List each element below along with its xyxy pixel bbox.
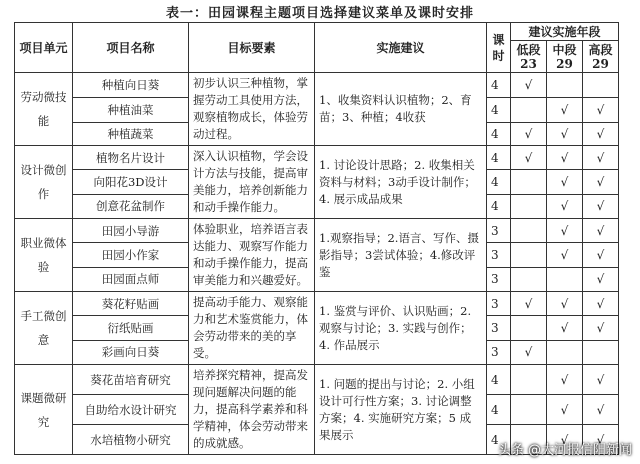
goal-cell: 培养探究精神，提高发现问题解决问题的能力，提高科学素养和科学精神，体会劳动带来的成就感。 (189, 365, 315, 455)
header-hours: 课时 (487, 23, 511, 73)
check-mark-icon: √ (596, 432, 605, 447)
hours-cell: 3 (487, 243, 511, 267)
check-mark-icon: √ (560, 150, 569, 165)
check-mark-icon: √ (560, 199, 569, 214)
check-mark-icon: √ (560, 247, 569, 262)
check-mark-icon: √ (524, 296, 533, 311)
grade-mid-cell (547, 267, 583, 291)
check-mark-icon: √ (596, 320, 605, 335)
course-table (14, 22, 619, 455)
grade-mid-cell (547, 292, 583, 316)
grade-low-cell (511, 219, 547, 243)
grade-high-cell (583, 170, 619, 194)
hours-cell: 3 (487, 267, 511, 291)
project-name-cell: 种植油菜 (73, 98, 189, 123)
project-name-cell: 田园小作家 (73, 243, 189, 267)
grade-low-cell (511, 123, 547, 146)
grade-high-cell (583, 243, 619, 267)
grade-low-cell (511, 73, 547, 98)
project-name-cell: 自助给水设计研究 (73, 395, 189, 425)
grade-low-cell (511, 292, 547, 316)
suggestion-cell: 1. 鉴赏与评价、认识贴画；2. 观察与讨论；3. 实践与创作；4. 作品展示 (315, 292, 487, 365)
hours-cell: 3 (487, 219, 511, 243)
table-row (15, 73, 619, 98)
grade-low-cell (511, 365, 547, 395)
check-mark-icon: √ (524, 127, 533, 142)
project-name-cell: 田园小导游 (73, 219, 189, 243)
check-mark-icon: √ (560, 103, 569, 118)
check-mark-icon: √ (596, 296, 605, 311)
project-name-cell: 向阳花3D设计 (73, 170, 189, 194)
hours-cell: 4 (487, 395, 511, 425)
unit-cell: 设计微创作 (15, 146, 73, 219)
check-mark-icon: √ (560, 127, 569, 142)
project-name-cell: 葵花苗培育研究 (73, 365, 189, 395)
grade-high-cell (583, 219, 619, 243)
table-title: 表一：田园课程主题项目选择建议菜单及课时安排 (165, 6, 474, 21)
check-mark-icon: √ (560, 174, 569, 189)
grade-mid-cell (547, 316, 583, 340)
grade-low-cell (511, 267, 547, 291)
check-mark-icon: √ (560, 223, 569, 238)
hours-cell: 4 (487, 73, 511, 98)
suggestion-cell: 1、收集资料认识植物；2、育苗；3、种植；4收获 (315, 73, 487, 146)
check-mark-icon: √ (524, 345, 533, 360)
grade-high-cell (583, 395, 619, 425)
grade-mid-cell (547, 194, 583, 218)
suggestion-cell: 1. 讨论设计思路；2. 收集相关资料与材料；3动手设计制作；4. 展示成品成果 (315, 146, 487, 219)
table-row (15, 292, 619, 316)
goal-cell: 初步认识三种植物，掌握劳动工具使用方法，观察植物成长，体验劳动过程。 (189, 73, 315, 146)
header-unit: 项目单元 (15, 23, 73, 73)
grade-high-cell (583, 292, 619, 316)
grade-high-cell (583, 340, 619, 364)
unit-cell: 职业微体验 (15, 219, 73, 292)
project-name-cell: 葵花籽贴画 (73, 292, 189, 316)
grade-high-cell (583, 98, 619, 123)
grade-high-cell (583, 365, 619, 395)
grade-mid-cell (547, 340, 583, 364)
goal-cell: 提高动手能力、观察能力和艺术鉴赏能力，体会劳动带来的美的享受。 (189, 292, 315, 365)
grade-mid-cell (547, 243, 583, 267)
check-mark-icon: √ (524, 150, 533, 165)
grade-mid-cell (547, 98, 583, 123)
grade-low-cell (511, 316, 547, 340)
check-mark-icon: √ (596, 402, 605, 417)
check-mark-icon: √ (560, 372, 569, 387)
header-suggest: 实施建议 (315, 23, 487, 73)
table-body (15, 73, 619, 455)
check-mark-icon: √ (560, 296, 569, 311)
unit-cell: 课题微研究 (15, 365, 73, 455)
header-name: 项目名称 (73, 23, 189, 73)
grade-low-cell (511, 194, 547, 218)
header-grade-group: 建议实施年段 (511, 23, 619, 41)
grade-high-cell (583, 123, 619, 146)
suggestion-cell: 1.观察指导；2.语言、写作、摄影指导；3尝试体验；4.修改评鉴 (315, 219, 487, 292)
check-mark-icon: √ (596, 103, 605, 118)
header-grade-low: 低段 23 (511, 41, 547, 73)
header-grade-mid: 中段 29 (547, 41, 583, 73)
header-grade-high: 高段 29 (583, 41, 619, 73)
project-name-cell: 彩画向日葵 (73, 340, 189, 364)
hours-cell: 4 (487, 194, 511, 218)
grade-mid-cell (547, 219, 583, 243)
grade-low-cell (511, 340, 547, 364)
header-goal: 目标要素 (189, 23, 315, 73)
hours-cell: 4 (487, 98, 511, 123)
grade-mid-cell (547, 395, 583, 425)
project-name-cell: 衍纸贴画 (73, 316, 189, 340)
check-mark-icon: √ (596, 247, 605, 262)
hours-cell: 3 (487, 316, 511, 340)
table-row (15, 365, 619, 395)
check-mark-icon: √ (596, 272, 605, 287)
project-name-cell: 种植向日葵 (73, 73, 189, 98)
grade-high-cell (583, 267, 619, 291)
hours-cell: 4 (487, 170, 511, 194)
check-mark-icon: √ (596, 174, 605, 189)
grade-low-cell (511, 98, 547, 123)
grade-mid-cell (547, 123, 583, 146)
hours-cell: 3 (487, 340, 511, 364)
check-mark-icon: √ (596, 372, 605, 387)
unit-cell: 劳动微技能 (15, 73, 73, 146)
hours-cell: 3 (487, 292, 511, 316)
grade-high-cell (583, 316, 619, 340)
check-mark-icon: √ (596, 127, 605, 142)
project-name-cell: 田园面点师 (73, 267, 189, 291)
goal-cell: 体验职业，培养语言表达能力、观察写作能力和动手操作能力，提高审美能力和兴趣爱好。 (189, 219, 315, 292)
hours-cell: 4 (487, 365, 511, 395)
grade-low-cell (511, 170, 547, 194)
grade-low-cell (511, 243, 547, 267)
watermark: 头条 @大河报信阳新闻 (497, 443, 632, 458)
check-mark-icon: √ (560, 432, 569, 447)
grade-mid-cell (547, 146, 583, 170)
project-name-cell: 水培植物小研究 (73, 425, 189, 455)
project-name-cell: 植物名片设计 (73, 146, 189, 170)
check-mark-icon: √ (560, 320, 569, 335)
grade-low-cell (511, 395, 547, 425)
table-row (15, 146, 619, 170)
check-mark-icon: √ (596, 150, 605, 165)
grade-high-cell (583, 194, 619, 218)
hours-cell: 4 (487, 146, 511, 170)
grade-mid-cell (547, 73, 583, 98)
project-name-cell: 种植蔬菜 (73, 123, 189, 146)
check-mark-icon: √ (596, 223, 605, 238)
suggestion-cell: 1. 问题的提出与讨论；2. 小组设计可行性方案；3. 讨论调整方案；4. 实施研究方案；5 成果展示 (315, 365, 487, 455)
grade-high-cell (583, 73, 619, 98)
project-name-cell: 创意花盆制作 (73, 194, 189, 218)
hours-cell: 4 (487, 123, 511, 146)
goal-cell: 深入认识植物，学会设计方法与技能，提高审美能力，培养创新能力和动手操作能力。 (189, 146, 315, 219)
hours-cell: 4 (487, 425, 511, 455)
grade-mid-cell (547, 170, 583, 194)
table-row (15, 219, 619, 243)
grade-mid-cell (547, 365, 583, 395)
grade-high-cell (583, 146, 619, 170)
check-mark-icon: √ (560, 402, 569, 417)
check-mark-icon: √ (596, 199, 605, 214)
check-mark-icon: √ (524, 78, 533, 92)
unit-cell: 手工微创意 (15, 292, 73, 365)
grade-low-cell (511, 146, 547, 170)
